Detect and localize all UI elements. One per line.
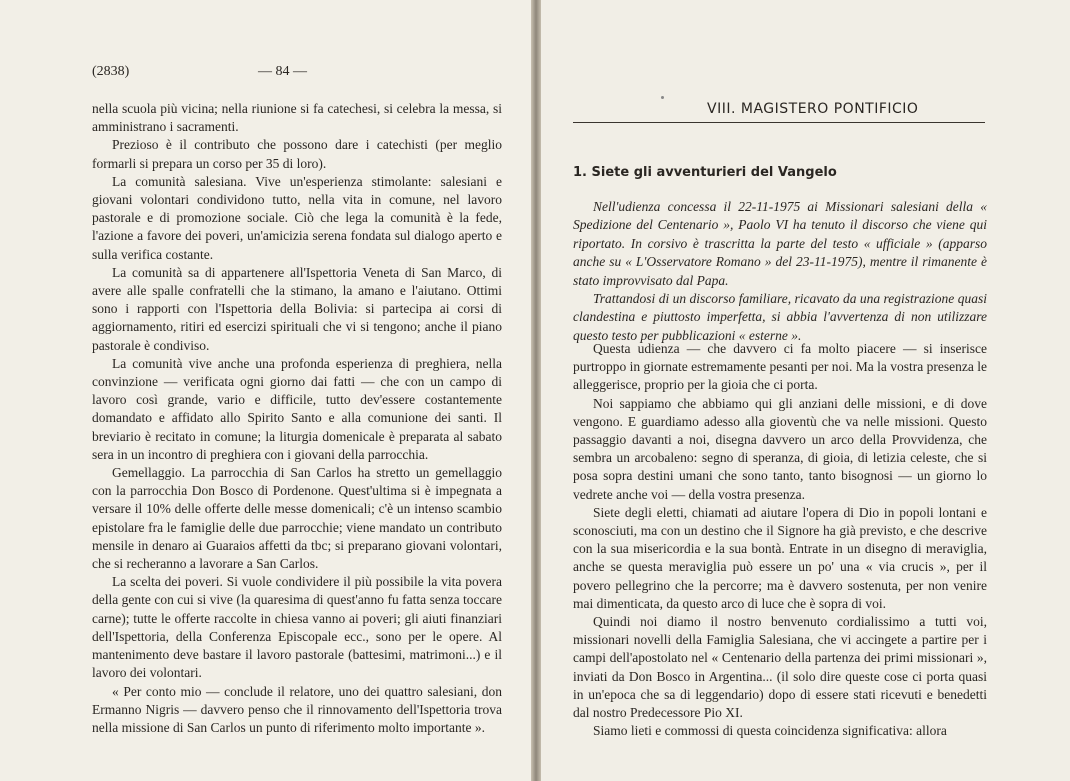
right-text-column [573, 340, 987, 740]
paper-speck [661, 96, 664, 99]
intro-note [573, 198, 987, 345]
paragraph: nella scuola più vicina; nella riunione si fa catechesi, si celebra la messa, si amministrano i sacramenti. [92, 101, 502, 135]
paragraph: Noi sappiamo che abbiamo qui gli anziani delle missioni, e di dove vengono. E guardiamo adesso alla gioventù che va nelle missioni. Questo passaggio davanti a noi, disegna davvero un arco della Provvidenza, che sembra un arcobaleno: segno di speranza, di gioia, di letizia celeste, che si posa sopra destini umani che sono tanto, tanto bisognosi — un giorno lo vedrete anche voi — della vostra presenza. [573, 395, 987, 502]
intro-paragraph: Nell'udienza concessa il 22-11-1975 ai Missionari salesiani della « Spedizione del Centenario », Paolo VI ha tenuto il discorso che viene qui riportato. In corsivo è trascritta la parte del testo « ufficiale » (apparso anche su « L'Osservatore Romano » del 23-11-1975), mentre il rimanente è stato improvvisato dal Papa. [573, 199, 987, 288]
paragraph: La comunità vive anche una profonda esperienza di preghiera, nella convinzione — verificata ogni giorno dai fatti — che con un campo di lavoro così grande, vario e difficile, tutto dev'essere costantemente domandato e affidato allo Spirito Santo e alla comunione dei santi. Il breviario è recitato in comune; la liturgia domenicale è preparata al sabato sera in un incontro di preghiera con i giovani della parrocchia. [92, 355, 502, 462]
left-page [0, 0, 531, 781]
paragraph: Quindi noi diamo il nostro benvenuto cordialissimo a tutti voi, missionari novelli della Famiglia Salesiana, che vi accingete a partire per i campi dell'apostolato nel « Centenario della partenza dei primi missionari », inviati da Don Bosco in Argentina... (il solo dire queste cose ci porta quasi in un'epoca che sa di leggendario) dopo di essere stati ricevuti e benedetti dal nostro Predecessore Pio XI. [573, 614, 987, 721]
page-number: — 84 — [258, 64, 307, 79]
paragraph: Siete degli eletti, chiamati ad aiutare l'opera di Dio in popoli lontani e sconosciuti, ma con un destino che il Signore ha già previsto, e che descrive con la sua misericordia e la sua bontà. Entrate in un disegno di meraviglia, anche se questa meraviglia può essere un po' una « via crucis », per il povero pellegrino che la percorre; ma è davvero sostenuta, per non venire mai dimenticata, da questo arco di luce che è sopra di voi. [573, 504, 987, 611]
paragraph: Gemellaggio. La parrocchia di San Carlos ha stretto un gemellaggio con la parrocchia Don Bosco di Pordenone. Quest'ultima si è impegnata a versare il 10% delle offerte delle messe domenicali; c'è un intenso scambio epistolare fra le famiglie delle due parrocchie; viene mandato un contributo mensile in denaro ai Guaraios affetti da tbc; si preparano giovani volontari, che si recheranno a lavorare a San Carlos. [92, 465, 502, 572]
paragraph: Siamo lieti e commossi di questa coincidenza significativa: allora [593, 723, 947, 739]
left-text-column [92, 100, 502, 737]
page-code: (2838) [92, 64, 130, 79]
heading-rule [573, 122, 985, 123]
paragraph: La scelta dei poveri. Si vuole condividere il più possibile la vita povera della gente con cui si vive (la quaresima di quest'anno fu fatta senza toccare carne); tutte le offerte raccolte in chiesa vanno ai poveri; gli aiuti finanziari dell'Ispettoria, della Conferenza Episcopale ecc., sono per le opere. Al mantenimento deve bastare il lavoro pastorale (battesimi, matrimoni...) e il lavoro dei volontari. [92, 574, 502, 681]
right-page [541, 0, 1070, 781]
paragraph: Prezioso è il contributo che possono dare i catechisti (per meglio formarli si prepara un corso per 35 di loro). [92, 137, 502, 171]
book-gutter [531, 0, 541, 781]
paragraph: La comunità sa di appartenere all'Ispettoria Veneta di San Marco, di avere alle spalle confratelli che la stimano, la amano e l'aiutano. Ottimi sono i rapporti con l'Ispettoria della Bolivia: si partecipa ai corsi di aggiornamento, ritiri ed esercizi spirituali che vi si tengono; anche il piano pastorale è condiviso. [92, 264, 502, 353]
page-header [92, 64, 492, 84]
paragraph: Questa udienza — che davvero ci fa molto piacere — si inserisce purtroppo in giornate estremamente pesanti per noi. Ma la vostra presenza le alleggerisce, proprio per la gioia che ci porta. [573, 341, 987, 393]
paragraph: La comunità salesiana. Vive un'esperienza stimolante: salesiani e giovani volontari condividono tutto, nella vita in comune, nel lavoro pastorale e di promozione sociale. Ciò che lega la comunità è la fede, l'azione a favore dei poveri, un'amicizia serena fondata sul dialogo aperto e sulla verifica costante. [92, 173, 502, 262]
article-title: 1. Siete gli avventurieri del Vangelo [573, 165, 837, 180]
section-heading: VIII. MAGISTERO PONTIFICIO [707, 101, 919, 117]
intro-paragraph: Trattandosi di un discorso familiare, ricavato da una registrazione quasi clandestina e piuttosto imperfetta, si abbia l'avvertenza di non utilizzare questo testo per pubblicazioni « esterne ». [573, 291, 987, 343]
paragraph: « Per conto mio — conclude il relatore, uno dei quattro salesiani, don Ermanno Nigris — davvero penso che il rinnovamento dell'Ispettoria trova nella missione di San Carlos un punto di riferimento molto importante ». [92, 683, 502, 735]
